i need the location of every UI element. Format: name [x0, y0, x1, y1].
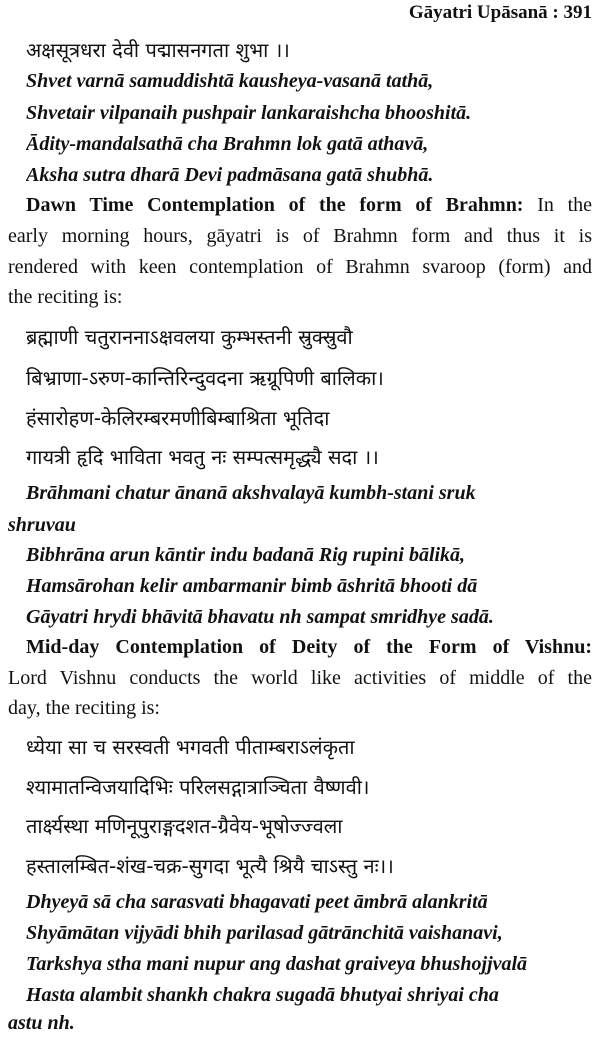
transliteration-line: Shvetair vilpanaih pushpair lankaraishcha bhooshitā.: [26, 102, 472, 124]
paragraph-line: day, the reciting is:: [8, 697, 160, 719]
transliteration-line: Tarkshya stha mani nupur ang dashat graiveya bhushojjvalā: [26, 953, 528, 975]
sanskrit-verse-line: बिभ्राणा-ऽरुण-कान्तिरिन्दुवदना ऋग्रूपिणी बालिका।: [26, 366, 384, 390]
transliteration-line: Shvet varnā samuddishtā kausheya-vasanā tathā,: [26, 70, 434, 92]
heading-continuation: In the: [523, 194, 592, 216]
transliteration-line: Ādity-mandalsathā cha Brahmn lok gatā athavā,: [26, 133, 429, 155]
transliteration-line: shruvau: [8, 514, 76, 536]
section-heading-dawn: [26, 194, 592, 217]
transliteration-line: Dhyeyā sā cha sarasvati bhagavati peet āmbrā alankritā: [26, 891, 488, 913]
sanskrit-verse-line: अक्षसूत्रधरा देवी पद्मासनगता शुभा ।।: [26, 38, 290, 62]
sanskrit-verse-line: ब्रह्माणी चतुराननाऽक्षवलया कुम्भस्तनी स्रुक्स्रुवौ: [26, 325, 353, 349]
paragraph-line: the reciting is:: [8, 286, 123, 308]
paragraph-line: Lord Vishnu conducts the world like activities of middle of the: [8, 667, 592, 689]
running-header: Gāyatri Upāsanā : 391: [408, 2, 592, 23]
transliteration-line: Aksha sutra dharā Devi padmāsana gatā shubhā.: [26, 164, 434, 186]
transliteration-line: Hasta alambit shankh chakra sugadā bhutyai shriyai cha: [26, 984, 499, 1006]
transliteration-line: astu nh.: [8, 1012, 75, 1034]
transliteration-line: Gāyatri hrydi bhāvitā bhavatu nh sampat smridhye sadā.: [26, 606, 494, 628]
heading-text: Mid-day Contemplation of Deity of the Form of Vishnu:: [26, 636, 592, 658]
transliteration-line: Brāhmani chatur ānanā akshvalayā kumbh-stani sruk: [26, 482, 476, 504]
sanskrit-verse-line: ध्येया सा च सरस्वती भगवती पीताम्बराऽलंकृता: [26, 735, 355, 759]
sanskrit-verse-line: श्यामातन्विजयादिभिः परिलसद्गात्राञ्चिता वैष्णवी।: [26, 775, 370, 799]
sanskrit-verse-line: हंसारोहण-केलिरम्बरमणीबिम्बाश्रिता भूतिदा: [26, 406, 330, 430]
heading-text: Dawn Time Contemplation of the form of Brahmn:: [26, 194, 524, 216]
section-heading-midday: [26, 636, 592, 659]
transliteration-line: Bibhrāna arun kāntir indu badanā Rig rupini bālikā,: [26, 544, 466, 566]
paragraph-line: rendered with keen contemplation of Brahmn svaroop (form) and: [8, 256, 592, 278]
sanskrit-verse-line: तार्क्ष्यस्था मणिनूपुराङ्गदशत-ग्रैवेय-भूषोज्ज्वला: [26, 814, 343, 838]
sanskrit-verse-line: गायत्री हृदि भाविता भवतु नः सम्पत्समृद्ध्यै सदा ।।: [26, 445, 379, 469]
sanskrit-verse-line: हस्तालम्बित-शंख-चक्र-सुगदा भूत्यै श्रियै चाऽस्तु नः।।: [26, 854, 394, 878]
transliteration-line: Shyāmātan vijyādi bhih parilasad gātrānchitā vaishanavi,: [26, 922, 503, 944]
transliteration-line: Hamsārohan kelir ambarmanir bimb āshritā bhooti dā: [26, 575, 478, 597]
paragraph-line: early morning hours, gāyatri is of Brahmn form and thus it is: [8, 225, 592, 247]
